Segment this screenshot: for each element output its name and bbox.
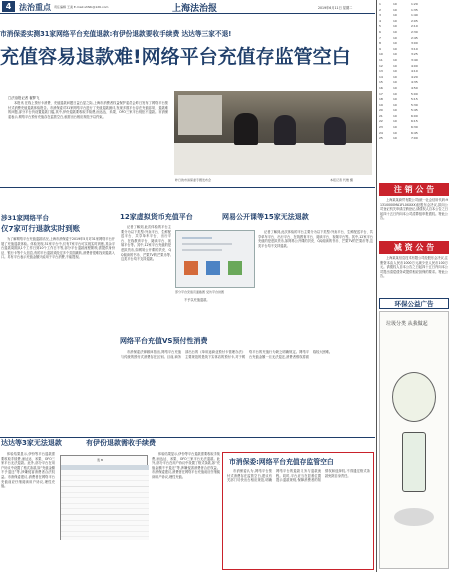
sidebar-table-cell: 10 <box>393 29 397 34</box>
sidebar-table-cell: 10 <box>393 2 397 6</box>
figure-thumb <box>206 261 220 275</box>
figure-thumb <box>184 261 198 275</box>
sidebar-table-cell: 10 <box>393 136 397 141</box>
sidebar-table-cell: 4:35 <box>411 80 418 85</box>
sidebar-table-cell: 2:05 <box>411 18 418 23</box>
sidebar-table-cell: 19 <box>379 102 383 107</box>
sidebar-table-cell: 6:15 <box>411 119 418 124</box>
sidebar-table-cell: 23 <box>379 125 383 130</box>
sidebar-table-cell: 10 <box>393 113 397 118</box>
editor-line: 责任编辑 王美 E-mail:shfzb@126.com <box>54 5 109 9</box>
figure-row <box>182 237 212 239</box>
sidebar-table-cell: 5:30 <box>411 102 418 107</box>
sidebar-table <box>379 2 449 144</box>
lead-body: 本报讯 在线上预付卡消费、充值退款问题日益凸显之际,上海市消费者权益保护委员会昨日发布了网络平台预付式消费充值退款体验报告。市消保委对31家网络平台进行了充值退款测评,发现多数平台存在充值容易、退款难的问题,部分平台仍设置退款门槛,其中,伊份退款要收取手续费,而达达、米果、OFO三家平台则拒不退款。市消保委表示,网络平台预付充值存在监管空白,亟需出台相应规范予以约束。 <box>8 101 168 119</box>
screenshot-caption: 部分平台充值页面截图 受访平台供图 <box>175 290 224 294</box>
issue-date: 2019年6月11日 星期二 <box>318 6 353 10</box>
sidebar-table-cell: 10 <box>393 85 397 90</box>
sidebar-table-cell: 8 <box>379 41 381 46</box>
mid-article-title-right: 网易公开课等15家无法退款 <box>222 213 309 221</box>
sidebar-table-cell: 9 <box>379 46 381 51</box>
notice2-title: 减 资 公 告 <box>379 241 449 254</box>
page-number-badge <box>2 1 15 12</box>
sidebar-table-cell: 10 <box>393 18 397 23</box>
sidebar-table-cell: 5:15 <box>411 97 418 102</box>
sidebar-table-cell: 13 <box>379 69 383 74</box>
sidebar-table-cell: 10 <box>393 125 397 130</box>
sidebar-table-cell: 5:45 <box>411 108 418 113</box>
sidebar-table-cell: 4:20 <box>411 74 418 79</box>
sidebar-table-cell: 10 <box>393 35 397 40</box>
bottom-left-title-right: 有伊份退款需收手续费 <box>86 439 156 447</box>
sidebar-table-cell: 10 <box>393 130 397 135</box>
sidebar-table-cell: 10 <box>393 7 397 12</box>
figure-row <box>182 249 222 251</box>
sidebar-table-rows <box>379 2 449 142</box>
sidebar-table-cell: 2:30 <box>411 29 418 34</box>
sidebar-table-cell: 1:35 <box>411 7 418 12</box>
sidebar-table-cell: 3:40 <box>411 57 418 62</box>
ad-plant <box>392 372 436 422</box>
ad-text: 垃圾分类 从我做起 <box>386 321 428 327</box>
sidebar-table-cell: 10 <box>393 102 397 107</box>
sidebar-table-cell: 6 <box>379 29 381 34</box>
sidebar-table-cell: 3:00 <box>411 41 418 46</box>
figure-row <box>182 243 232 245</box>
sidebar-table-cell: 3:10 <box>411 46 418 51</box>
mid-article-body: 记者了解到,此次体验的平台主要分为以下类型:外卖平台、生鲜配送平台、共享单车平台、出行平台、在线教育平台、阅读平台、视频平台等。其中,12家平台充值的是虚拟货币,如网易公开课的贝壳、QQ阅读的书币、芒果TV的芒果币等,这类平台均不支持退款。 <box>121 225 171 262</box>
sidebar-table-cell: 5 <box>379 24 381 29</box>
page-number: 4 <box>5 2 12 11</box>
sidebar-table-cell: 10 <box>393 80 397 85</box>
sidebar-table-cell: 10 <box>393 69 397 74</box>
sidebar-table-cell: 2:45 <box>411 35 418 40</box>
ad-illustration <box>379 311 449 569</box>
sidebar-table-cell: 11 <box>379 57 383 62</box>
sidebar-table-cell: 1:40 <box>411 13 418 18</box>
sidebar-table-cell: 10 <box>393 63 397 68</box>
table-title: 表 8 <box>97 458 103 462</box>
data-table-figure <box>60 455 148 540</box>
ad-title: 环保公益广告 <box>379 298 449 309</box>
sidebar-table-cell: 2 <box>379 7 381 12</box>
sidebar-table-cell: 10 <box>393 119 397 124</box>
sidebar-table-cell: 6:00 <box>411 113 418 118</box>
sidebar-table-cell: 10 <box>379 52 383 57</box>
bottom-right-headline: 市消保委:网络平台充值存监管空白 <box>229 458 334 466</box>
sidebar-table-cell: 10 <box>393 91 397 96</box>
masthead: 上海法治报 <box>172 4 218 14</box>
bottom-right-body: 市消保委认为,网络平台预付式消费存在监管空白,建议有关部门尽快出台相应规范,明确网络平台的退款义务与退款流程。同时,平台应当在显著位置提示退款规则,保障消费者的知情权和选择权,不得通过格式条款免除自身责任。 <box>227 469 370 483</box>
sidebar-table-cell: 4:10 <box>411 69 418 74</box>
section-name: 法治重点 <box>19 3 51 12</box>
photo-screen <box>178 95 222 135</box>
left-article-title: 仅7家可行退款实时到账 <box>1 224 81 233</box>
sidebar-table-cell: 24 <box>379 130 383 135</box>
sidebar-table-cell: 10 <box>393 108 397 113</box>
mid-article-body2: 不予以充值退款。 <box>184 298 210 302</box>
sidebar-table-row <box>379 136 449 142</box>
sidebar-table-cell: 10 <box>393 74 397 79</box>
sidebar-table-cell: 7:00 <box>411 136 418 141</box>
sidebar-table-cell: 15 <box>379 80 383 85</box>
mid-article-right-col: 记者了解到,此次体验的平台主要分为以下类型:外卖平台、生鲜配送平台、共享单车平台、出行平台、在线教育平台、阅读平台、视频平台等。其中,12家平台充值的是虚拟货币,如网易公开课的贝壳、QQ阅读的书币、芒果TV的芒果币等,这类平台均不支持退款。 <box>258 230 373 248</box>
left-article-body: 为了解网络平台充值退款状况,上海市消保委于2019年5月对31家网络平台开展了充值退款体验。体验发现,31家平台中,仅有7家平台可实现实时到账,其余平台退款周期从1个工作日到10个工作日不等,部分平台退款流程繁琐,需提供身份证、银行卡等个人信息,有的平台退款须经过多个页面跳转,消费者很难找到退款入口。另有平台表示充值金额只能用于平台消费,不能提现。 <box>1 237 115 260</box>
sidebar-table-cell: 7 <box>379 35 381 40</box>
sidebar-table-cell: 14 <box>379 74 383 79</box>
sidebar-table-cell: 6:45 <box>411 130 418 135</box>
sidebar-table-cell: 1:20 <box>411 2 418 6</box>
sidebar-table-cell: 25 <box>379 136 383 141</box>
photo-person <box>274 115 296 145</box>
bottom-right-box <box>222 452 374 570</box>
lead-headline: 充值容易退款难!网络平台充值存监管空白 <box>0 46 351 68</box>
notice1-title: 注 销 公 告 <box>379 183 449 196</box>
sidebar-table-cell: 10 <box>393 46 397 51</box>
photo-person <box>234 113 258 145</box>
lead-photo-credit: 本报记者 代维 摄 <box>330 178 353 182</box>
sidebar-table-cell: 10 <box>393 41 397 46</box>
table-lines <box>61 470 149 540</box>
lead-byline: □法治报记者 翟梦飞 <box>8 96 40 100</box>
sidebar-table-cell: 10 <box>393 13 397 18</box>
bottom-left-body-col2: 体验结果显示,伊份等平台退款需要收取手续费,而达达、米果、OFO三家平台无法退款。此外,部分平台在用户协议中设置了格式条款,如“充值金额不予退还”等,涉嫌侵害消费者合法权益。市消保委建议,消费者在网络平台充值前应仔细阅读用户协议,理性充值。 <box>152 452 220 479</box>
sidebar-table-cell: 17 <box>379 91 383 96</box>
center-article-body: 市消保委法律顾问指出,网络平台充值与传统的预付式消费存在区别。目前,商务部出台的《单用途商业预付卡管理办法》主要规范的是线下实体店的预付卡,对于网络平台的充值行为缺乏明确规定。网络平台充值金额一旦无法退还,消费者维权将面临较大困难。 <box>121 350 333 359</box>
sidebar-table-cell: 10 <box>393 52 397 57</box>
sidebar-table-cell: 1 <box>379 2 381 6</box>
center-article-title: 网络平台充值VS预付性消费 <box>120 337 208 345</box>
sidebar-table-cell: 21 <box>379 113 383 118</box>
sidebar-table-cell: 2:10 <box>411 24 418 29</box>
photo-person <box>324 117 346 145</box>
sidebar-table-cell: 3:25 <box>411 52 418 57</box>
sidebar-table-cell: 12 <box>379 63 383 68</box>
sidebar-table-cell: 16 <box>379 85 383 90</box>
sidebar <box>376 0 450 572</box>
photo-desk <box>174 143 372 175</box>
divider <box>0 187 375 188</box>
ad-bin <box>402 432 426 492</box>
left-article-title-small: 涉31家网络平台 <box>1 214 50 222</box>
sidebar-table-cell: 10 <box>393 24 397 29</box>
sidebar-table-cell: 18 <box>379 97 383 102</box>
sidebar-table-cell: 22 <box>379 119 383 124</box>
sidebar-table-cell: 4:00 <box>411 63 418 68</box>
notice1-body: 上海某某商贸有限公司(统一社会信用代码:91310000MA1FL0XXXX)经股东会决议,拟向公司登记机关申请注销登记,请债权人自本公告之日起四十五日内向本公司清算组申报债权。特此公告。 <box>380 198 448 221</box>
mid-article-title-left: 12家虚拟货币充值平台 <box>120 213 193 221</box>
bottom-left-body: 体验结果显示,伊份等平台退款需要收取手续费,而达达、米果、OFO三家平台无法退款。此外,部分平台在用户协议中设置了格式条款,如“充值金额不予退还”等,涉嫌侵害消费者合法权益。市消保委建议,消费者在网络平台充值前应仔细阅读用户协议,理性充值。 <box>1 452 55 489</box>
sidebar-table-cell: 10 <box>393 97 397 102</box>
sidebar-table-cell: 4 <box>379 18 381 23</box>
lead-kicker: 市消保委实测31家网络平台充值退款:有伊份退款要收手续费 达达等三家不退! <box>0 30 232 38</box>
sidebar-table-cell: 3 <box>379 13 381 18</box>
figure-thumb <box>228 261 242 275</box>
sidebar-table-cell: 5:00 <box>411 91 418 96</box>
screenshot-figure <box>175 230 255 288</box>
ad-figure <box>394 508 434 526</box>
lead-photo <box>174 91 372 175</box>
notice2-body: 上海某某信息技术有限公司经股东会决议,注册资本由人民币1000万元减少至人民币100万元。请债权人自本公告之日起四十五日内向本公司提出清偿债务或提供相应担保的要求。特此公告。 <box>380 256 448 279</box>
sidebar-table-cell: 20 <box>379 108 383 113</box>
page-header <box>0 0 375 14</box>
sidebar-table-cell: 10 <box>393 57 397 62</box>
bottom-left-title: 达达等3家无法退款 <box>1 439 62 447</box>
sidebar-table-cell: 6:30 <box>411 125 418 130</box>
lead-photo-caption: 昨日的市消保委专题发布会 <box>175 178 212 182</box>
sidebar-table-cell: 4:50 <box>411 85 418 90</box>
